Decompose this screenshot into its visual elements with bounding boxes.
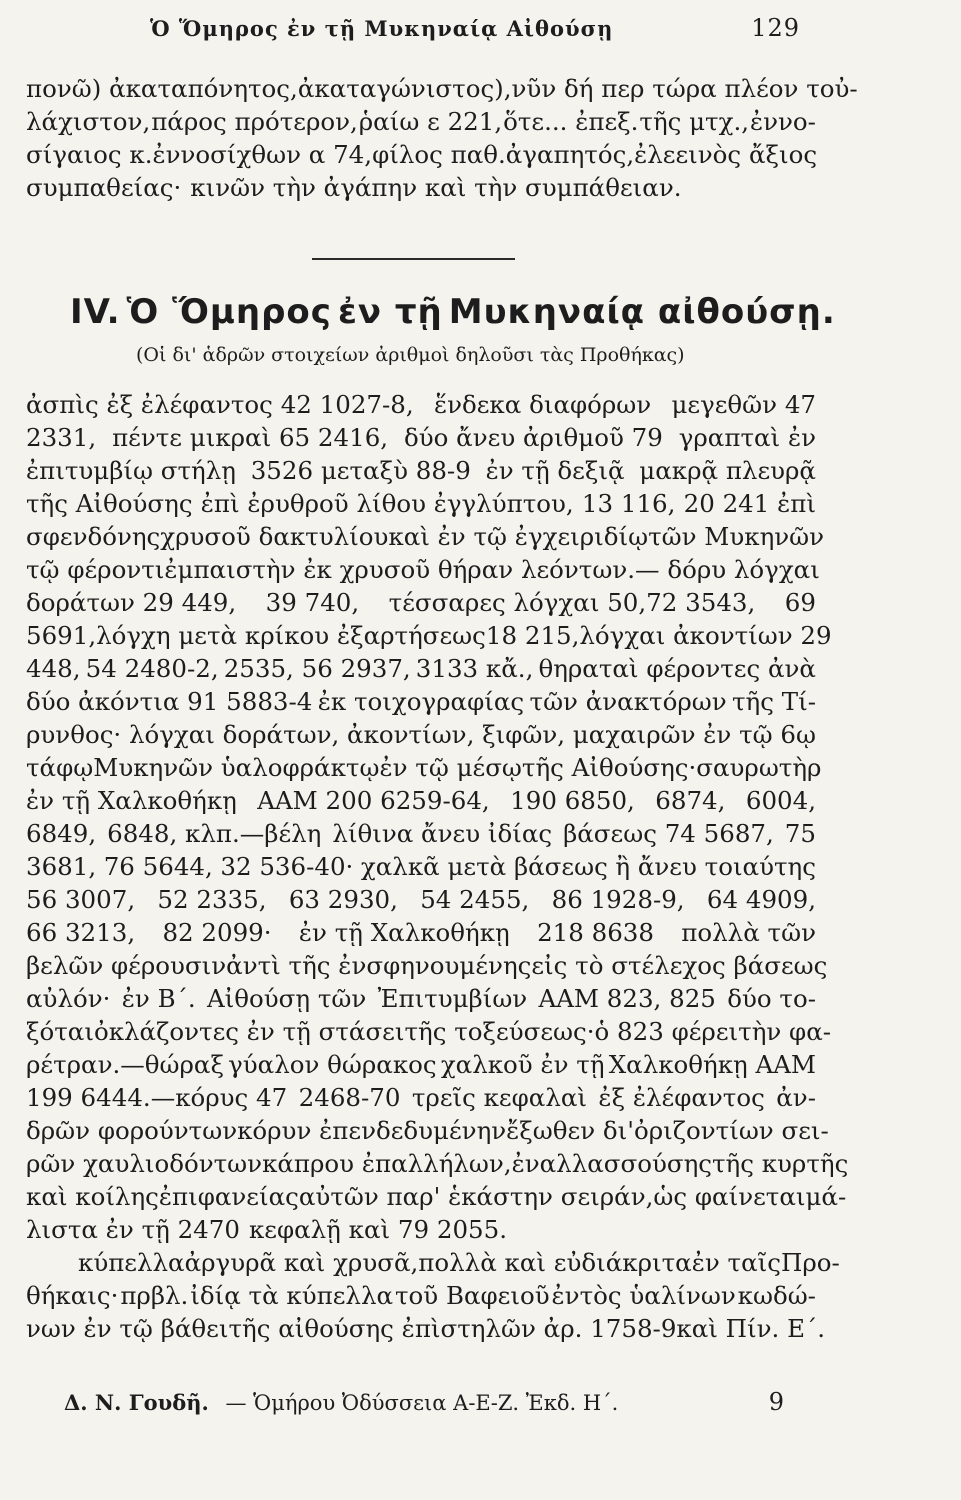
- text-line: λιστα ἐν τῇ 2470 κεφαλῇ καὶ 79 2055.: [26, 1215, 508, 1244]
- text-line: ἐν τῇ Χαλκοθήκῃ ΑΑΜ 200 6259-64, 190 6850, 6874, 6004,: [26, 786, 816, 815]
- running-head: [150, 14, 800, 42]
- footer-author: Δ. Ν. Γουδῆ.: [64, 1390, 209, 1415]
- text-line: 199 6444.—κόρυς 47 2468-70 τρεῖς κεφαλαὶ ἐξ ἐλέφαντος ἀν-: [26, 1083, 816, 1112]
- footer-work: — Ὁμήρου Ὀδύσσεια Α-Ε-Ζ.: [225, 1391, 520, 1415]
- text-line: ἀσπὶς ἐξ ἐλέφαντος 42 1027-8, ἕνδεκα διαφόρων μεγεθῶν 47: [26, 390, 816, 419]
- footer-edition: Ἐκδ. Η΄.: [525, 1391, 619, 1415]
- text-line: 66 3213, 82 2099· ἐν τῇ Χαλκοθήκῃ 218 8638 πολλὰ τῶν: [26, 918, 816, 947]
- section-note: (Οἱ δι' ἁδρῶν στοιχείων ἀριθμοὶ δηλοῦσι τὰς Προθήκας): [136, 344, 685, 366]
- text-line: ρυνθος· λόγχαι δοράτων, ἀκοντίων, ξιφῶν, μαχαιρῶν ἐν τῷ 6ῳ: [26, 720, 816, 749]
- text-line: ξόται ὀκλάζοντες ἐν τῇ στάσει τῆς τοξεύσεως· ὁ 823 φέρει τὴν φα-: [26, 1017, 832, 1046]
- text-block-top: [26, 72, 858, 204]
- text-line: σφενδόνης χρυσοῦ δακτυλίου καὶ ἐν τῷ ἐγχειριδίῳ τῶν Μυκηνῶν: [26, 522, 825, 551]
- running-head-title: Ὁ Ὅμηρος ἐν τῇ Μυκηναίᾳ Αἰθούσῃ: [150, 16, 614, 41]
- text-line: τῷ φέροντι ἐμπαιστὴν ἐκ χρυσοῦ θήραν λεόντων. — δόρυ λόγχαι: [26, 555, 820, 584]
- section-heading: IV. Ὁ Ὅμηρος ἐν τῇ Μυκηναίᾳ αἰθούσῃ.: [70, 292, 836, 332]
- text-line: καὶ κοίλης ἐπιφανείας αὐτῶν παρ' ἑκάστην σειράν, ὡς φαίνεται μά-: [26, 1182, 847, 1211]
- text-line: ρῶν χαυλιοδόντων κάπρου ἐπαλλήλων, ἐναλλασσούσης τῆς κυρτῆς: [26, 1149, 849, 1178]
- signature-number: 9: [768, 1388, 784, 1416]
- text-line: δρῶν φορούντων κόρυν ἐπενδεδυμένην ἔξωθεν δι' ὀριζοντίων σει-: [26, 1116, 829, 1145]
- text-line: λάχιστον, πάρος πρότερον, ῥαίω ε 221, ὅτε... ἐπεξ. τῆς μτχ., ἐννο-: [26, 107, 816, 136]
- text-line: ἐπιτυμβίῳ στήλῃ 3526 μεταξὺ 88-9 ἐν τῇ δεξιᾷ μακρᾷ πλευρᾷ: [26, 456, 816, 485]
- text-line: δοράτων 29 449, 39 740, τέσσαρες λόγχαι 50,72 3543, 69: [26, 588, 816, 617]
- text-line: θήκαις· πρβλ. ἰδίᾳ τὰ κύπελλα τοῦ Βαφειοῦ ἐντὸς ὑαλίνων κωδώ-: [26, 1281, 816, 1310]
- text-line: 5691, λόγχη μετὰ κρίκου ἐξαρτήσεως 18 215, λόγχαι ἀκοντίων 29: [26, 621, 832, 650]
- text-line: 6849, 6848, κλπ.—βέλη λίθινα ἄνευ ἰδίας βάσεως 74 5687, 75: [26, 819, 816, 848]
- text-line: κύπελλα ἀργυρᾶ καὶ χρυσᾶ, πολλὰ καὶ εὐδιάκριτα ἐν ταῖς Προ-: [78, 1248, 840, 1277]
- text-line: 56 3007, 52 2335, 63 2930, 54 2455, 86 1928-9, 64 4909,: [26, 885, 816, 914]
- page-footer: [64, 1388, 784, 1416]
- section-divider: [312, 258, 515, 260]
- text-line: 3681, 76 5644, 32 536-40· χαλκᾶ μετὰ βάσεως ἢ ἄνευ τοιαύτης: [26, 852, 816, 881]
- text-block-main: [26, 388, 849, 1345]
- text-line: βελῶν φέρουσιν ἀντὶ τῆς ἐνσφηνουμένης εἰς τὸ στέλεχος βάσεως: [26, 951, 828, 980]
- text-line: συμπαθείας· κινῶν τὴν ἀγάπην καὶ τὴν συμπάθειαν.: [26, 173, 682, 202]
- text-line: τῆς Αἰθούσης ἐπὶ ἐρυθροῦ λίθου ἐγγλύπτου, 13 116, 20 241 ἐπὶ: [26, 489, 816, 518]
- text-line: σίγαιος κ. ἐννοσίχθων α 74, φίλος παθ. ἀγαπητός, ἐλεεινὸς ἄξιος: [26, 140, 818, 169]
- text-line: αὐλόν· ἐν Β΄. Αἰθούσῃ τῶν Ἐπιτυμβίων ΑΑΜ 823, 825 δύο το-: [26, 984, 816, 1013]
- text-line: 448, 54 2480-2, 2535, 56 2937, 3133 κἄ., θηραταὶ φέροντες ἀνὰ: [26, 654, 816, 683]
- text-line: τάφῳ Μυκηνῶν ὑαλοφράκτῳ ἐν τῷ μέσῳ τῆς Αἰθούσης· σαυρωτὴρ: [26, 753, 822, 782]
- text-line: 2331, πέντε μικραὶ 65 2416, δύο ἄνευ ἀριθμοῦ 79 γραπταὶ ἐν: [26, 423, 816, 452]
- text-line: πονῶ) ἀκαταπόνητος, ἀκαταγώνιστος), νῦν δή περ τώρα πλέον τοὐ-: [26, 74, 858, 103]
- text-line: δύο ἀκόντια 91 5883-4 ἐκ τοιχογραφίας τῶν ἀνακτόρων τῆς Τί-: [26, 687, 816, 716]
- page-number: 129: [751, 14, 800, 42]
- text-line: νων ἐν τῷ βάθει τῆς αἰθούσης ἐπὶ στηλῶν ἀρ. 1758-9 καὶ Πίν. Ε΄.: [26, 1314, 826, 1343]
- text-line: ρέτραν.—θώραξ γύαλον θώρακος χαλκοῦ ἐν τῇ Χαλκοθήκῃ ΑΑΜ: [26, 1050, 816, 1079]
